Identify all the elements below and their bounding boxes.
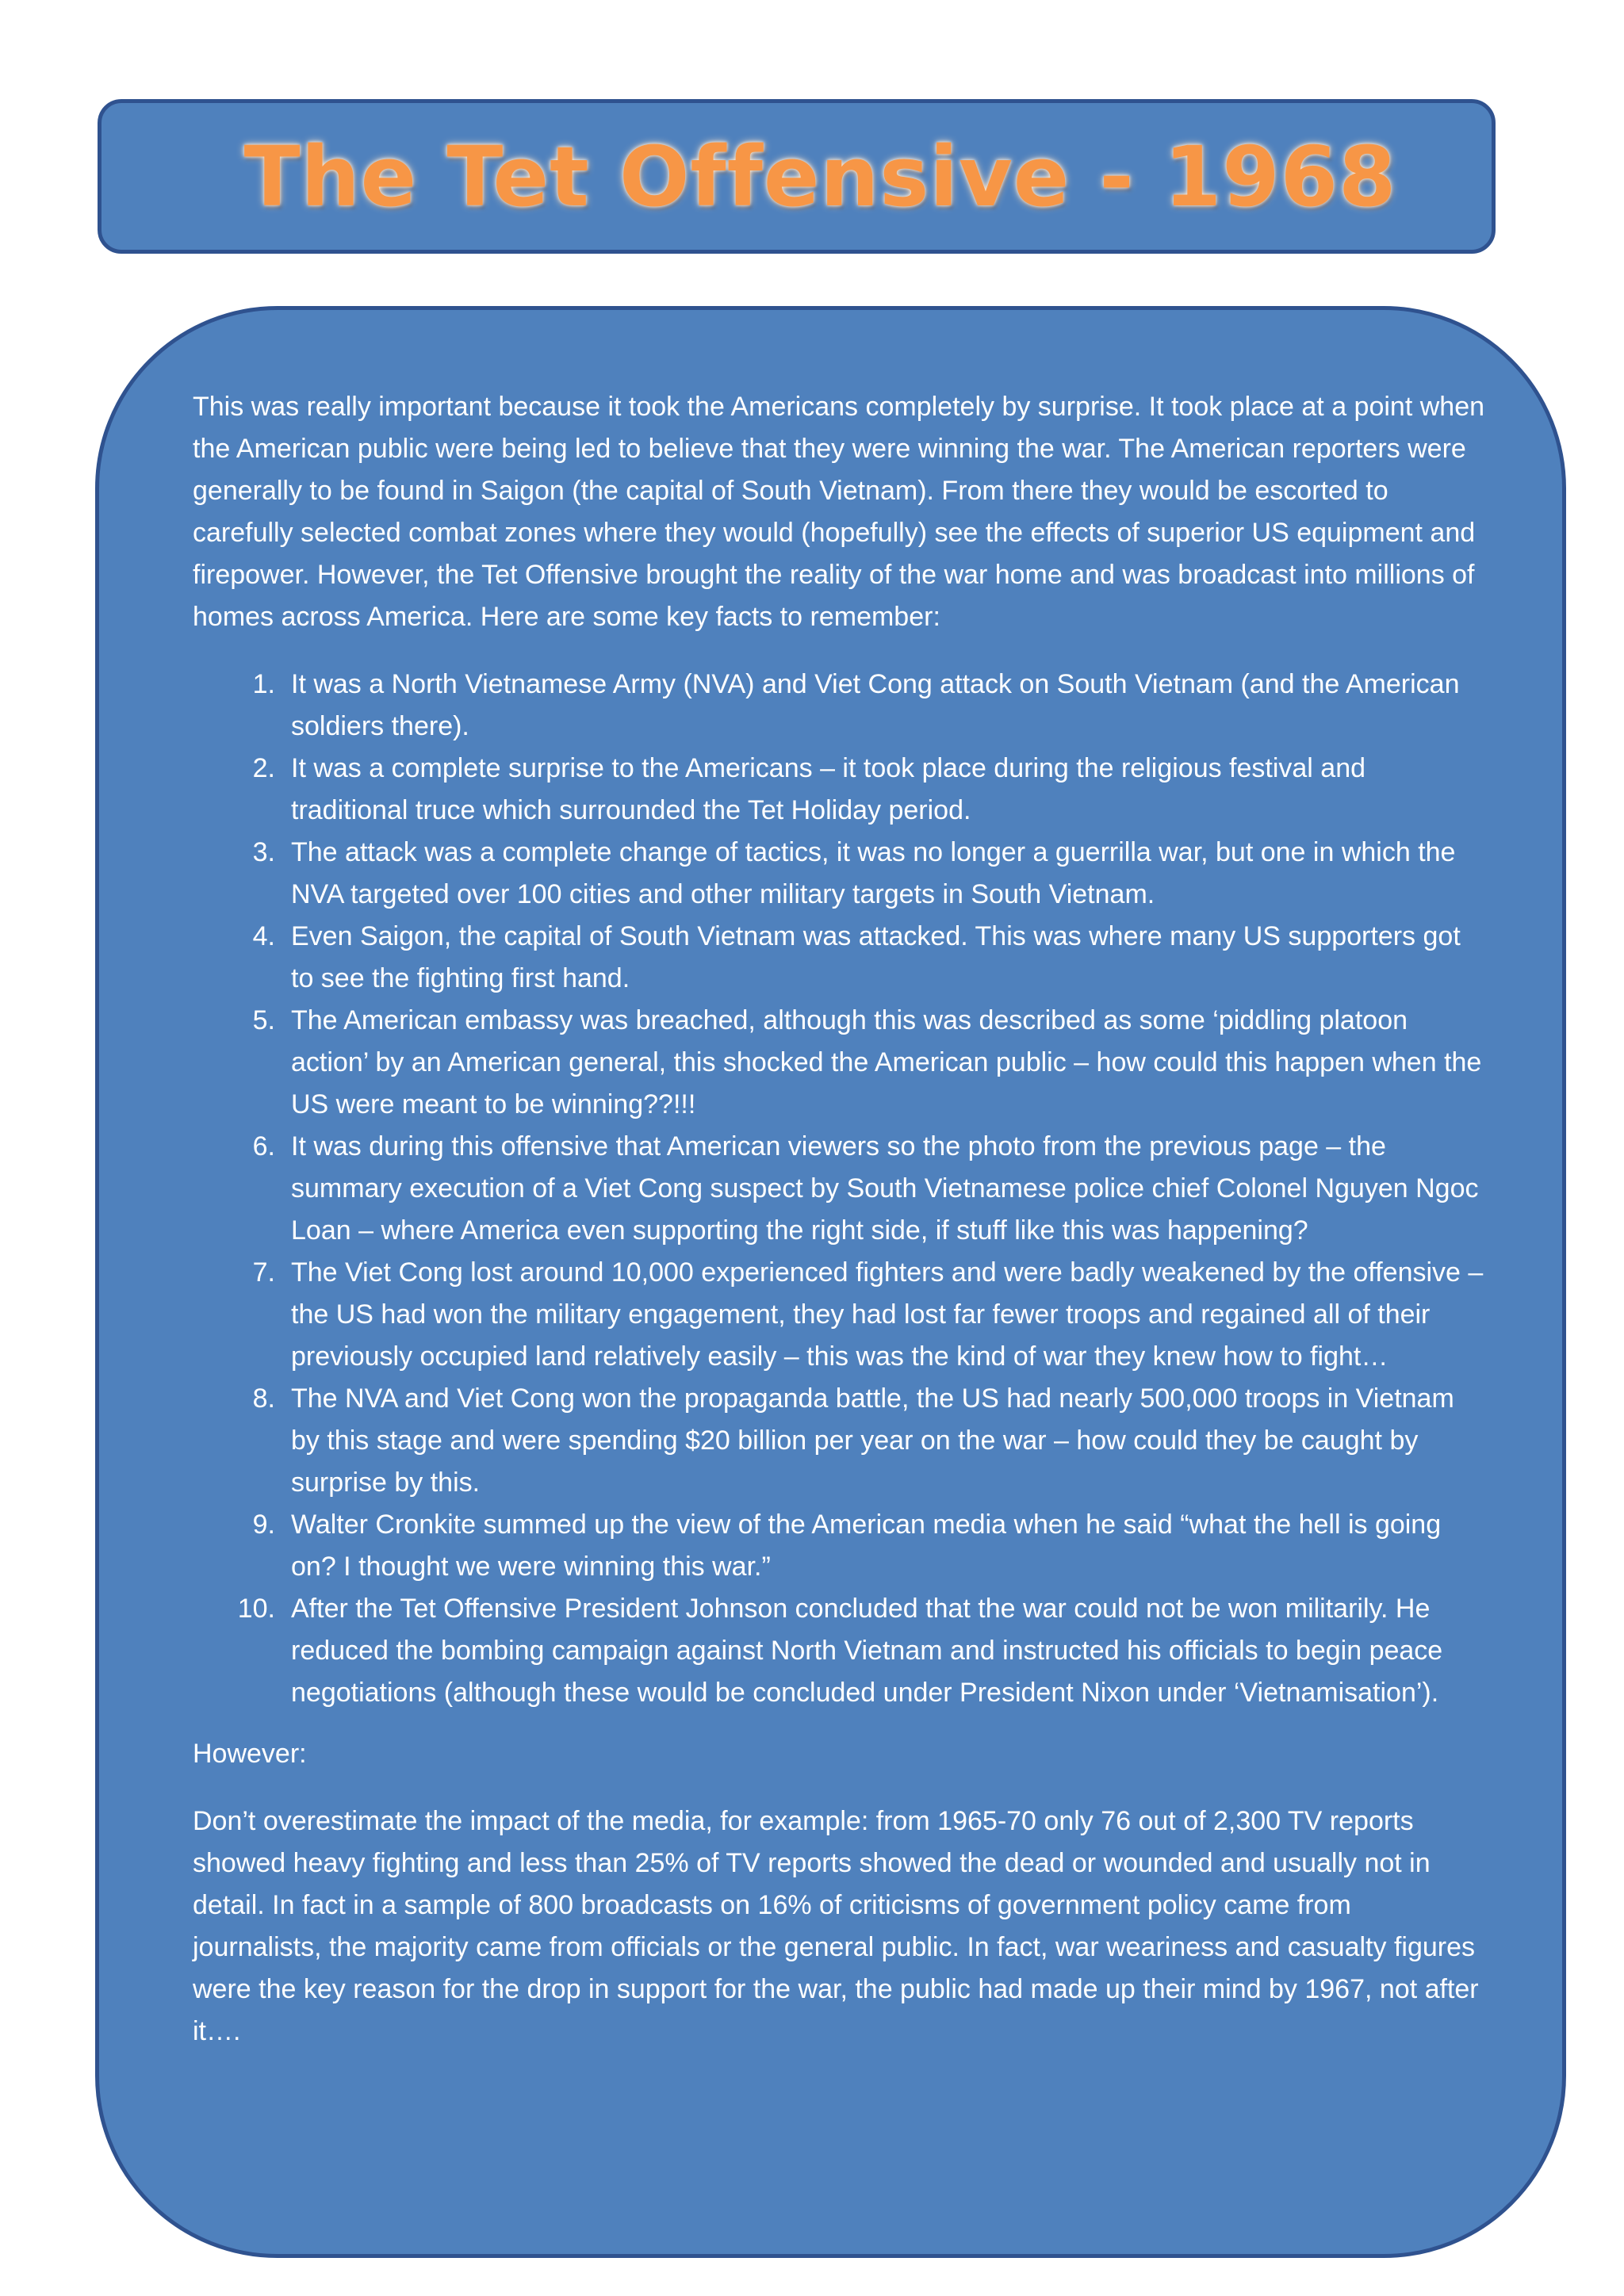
fact-number: 1. bbox=[252, 669, 275, 699]
body-text bbox=[193, 386, 1485, 2053]
fact-text: It was during this offensive that American viewers so the photo from the previous page – the summary execution of a Viet Cong suspect by South Vietnamese police chief Colonel Nguyen Ngoc Loan – where America even supporting the right side, if stuff like this was happening? bbox=[291, 1131, 1479, 1246]
closing-paragraph: Don’t overestimate the impact of the media, for example: from 1965-70 only 76 out of 2,300 TV reports showed heavy fighting and less than 25% of TV reports showed the dead or wounded and usually not in detail. In fact in a sample of 800 broadcasts on 16% of criticisms of government policy came from journalists, the majority came from officials or the general public. In fact, war weariness and casualty figures were the key reason for the drop in support for the war, the public had made up their mind by 1967, not after it…. bbox=[193, 1806, 1479, 2046]
fact-item bbox=[193, 1252, 1485, 1378]
fact-number: 8. bbox=[252, 1383, 275, 1414]
fact-number: 5. bbox=[252, 1005, 275, 1035]
fact-item bbox=[193, 1000, 1485, 1126]
fact-item bbox=[193, 1588, 1485, 1714]
fact-item bbox=[193, 916, 1485, 1000]
intro-paragraph: This was really important because it took the Americans completely by surprise. It took place at a point when the American public were being led to believe that they were winning the war. The American reporters were generally to be found in Saigon (the capital of South Vietnam). From there they would be escorted to carefully selected combat zones where they would (hopefully) see the effects of superior US equipment and firepower. However, the Tet Offensive brought the reality of the war home and was broadcast into millions of homes across America. Here are some key facts to remember: bbox=[193, 392, 1485, 632]
fact-text: It was a complete surprise to the Americans – it took place during the religious festival and traditional truce which surrounded the Tet Holiday period. bbox=[291, 753, 1366, 825]
fact-number: 7. bbox=[252, 1257, 275, 1288]
fact-item bbox=[193, 1126, 1485, 1252]
however-heading: However: bbox=[193, 1739, 307, 1769]
fact-item bbox=[193, 748, 1485, 832]
fact-text: Even Saigon, the capital of South Vietnam was attacked. This was where many US supporters got to see the fighting first hand. bbox=[291, 921, 1461, 993]
fact-number: 3. bbox=[252, 837, 275, 867]
fact-text: The American embassy was breached, although this was described as some ‘piddling platoon action’ by an American general, this shocked the American public – how could this happen when the US were meant to be winning??!!! bbox=[291, 1005, 1482, 1119]
fact-item bbox=[193, 832, 1485, 916]
fact-item bbox=[193, 1378, 1485, 1504]
key-facts-list bbox=[193, 664, 1485, 1714]
fact-text: It was a North Vietnamese Army (NVA) and Viet Cong attack on South Vietnam (and the American soldiers there). bbox=[291, 669, 1460, 741]
fact-number: 4. bbox=[252, 921, 275, 951]
fact-number: 6. bbox=[252, 1131, 275, 1161]
fact-text: Walter Cronkite summed up the view of the American media when he said “what the hell is going on? I thought we were winning this war.” bbox=[291, 1510, 1442, 1582]
fact-item bbox=[193, 1504, 1485, 1588]
fact-text: The Viet Cong lost around 10,000 experienced fighters and were badly weakened by the offensive – the US had won the military engagement, they had lost far fewer troops and regained all of their previously occupied land relatively easily – this was the kind of war they knew how to fight… bbox=[291, 1257, 1484, 1372]
page-title: The Tet Offensive - 1968 bbox=[243, 128, 1397, 225]
fact-number: 2. bbox=[252, 753, 275, 783]
fact-item bbox=[193, 664, 1485, 748]
fact-text: The NVA and Viet Cong won the propaganda battle, the US had nearly 500,000 troops in Vietnam by this stage and were spending $20 billion per year on the war – how could they be caught by surprise by this. bbox=[291, 1383, 1454, 1498]
title-banner bbox=[98, 99, 1496, 254]
fact-number: 10. bbox=[237, 1594, 275, 1624]
fact-number: 9. bbox=[252, 1510, 275, 1540]
fact-text: After the Tet Offensive President Johnson concluded that the war could not be won militarily. He reduced the bombing campaign against North Vietnam and instructed his officials to begin peace negotiations (although these would be concluded under President Nixon under ‘Vietnamisation’). bbox=[291, 1594, 1443, 1708]
fact-text: The attack was a complete change of tactics, it was no longer a guerrilla war, but one in which the NVA targeted over 100 cities and other military targets in South Vietnam. bbox=[291, 837, 1456, 909]
